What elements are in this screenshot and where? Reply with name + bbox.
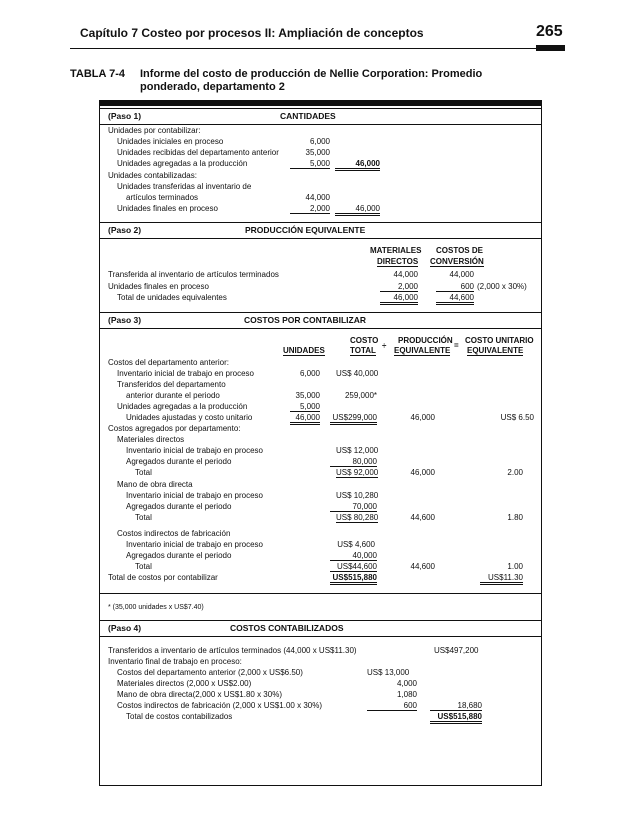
step1-row-text: Unidades por contabilizar:	[108, 126, 201, 135]
step3-units: 35,000	[295, 391, 320, 400]
step3-cost: US$ 4,600	[337, 540, 375, 549]
step4-amount: 18,680	[430, 701, 482, 711]
step3-unit-cost: US$ 6.50	[500, 413, 534, 422]
step1-value: 5,000	[290, 159, 330, 169]
step1-label: (Paso 1)	[108, 111, 142, 121]
step1-row-text: Unidades finales en proceso	[117, 204, 218, 213]
step2-value: 600	[436, 282, 474, 292]
step1-row-text: Unidades contabilizadas:	[108, 171, 197, 180]
step1-row-text: Unidades iniciales en proceso	[117, 137, 224, 146]
step2-value: 44,000	[449, 270, 474, 279]
step4-row-text: Costos del departamento anterior (2,000 x US$6.50)	[117, 668, 303, 677]
step3-row-text: Inventario inicial de trabajo en proceso	[126, 446, 263, 455]
step1-row-text: Unidades recibidas del departamento anterior	[117, 148, 279, 157]
step3-row-text: Transferidos del departamento	[117, 380, 226, 389]
step3-col-header: UNIDADES	[283, 346, 325, 355]
step1-value: 44,000	[305, 193, 330, 202]
step3-cost: US$ 10,280	[336, 491, 379, 500]
step3-cost: US$ 40,000	[336, 369, 379, 378]
step4-title: COSTOS CONTABILIZADOS	[230, 623, 344, 633]
step4-sub-amount: 1,080	[396, 690, 417, 699]
step3-row-text: Inventario inicial de trabajo en proceso	[126, 491, 263, 500]
step2-row-text: Unidades finales en proceso	[108, 282, 209, 291]
step3-unit-cost: 2.00	[507, 468, 523, 477]
table-bottom-rule	[99, 785, 542, 786]
step2-value: 44,000	[393, 270, 418, 279]
step3-units: 5,000	[290, 402, 320, 412]
step3-col-header: EQUIVALENTE	[394, 346, 451, 355]
step2-col-header: DIRECTOS	[377, 257, 419, 266]
step1-row-text: artículos terminados	[126, 193, 199, 202]
header-tab-mark	[536, 45, 565, 51]
step3-row-text: Inventario inicial de trabajo en proceso	[117, 369, 254, 378]
step3-row-text: Inventario inicial de trabajo en proceso	[126, 540, 263, 549]
step3-unit-cost: 1.80	[507, 513, 523, 522]
step3-equals-sign: =	[454, 341, 459, 350]
step3-footnote: * (35,000 unidades x US$7.40)	[108, 604, 204, 611]
step3-units: 6,000	[299, 369, 320, 378]
step3-row-text: Total	[135, 513, 152, 522]
step3-unit-cost: 1.00	[507, 562, 523, 571]
step4-row-text: Costos indirectos de fabricación (2,000 x US$1.00 x 30%)	[117, 701, 322, 710]
step2-row-text: Total de unidades equivalentes	[117, 293, 227, 302]
chapter-header: Capítulo 7 Costeo por procesos II: Ampliación de conceptos	[80, 26, 424, 40]
step1-title: CANTIDADES	[280, 111, 336, 121]
header-rule	[70, 48, 565, 49]
table-title: Informe del costo de producción de Nellie Corporation: Promedio ponderado, departamento 2	[140, 68, 483, 93]
step3-row-text: Total	[135, 562, 152, 571]
page-number: 265	[536, 23, 563, 40]
step4-grand-total: US$515,880	[430, 712, 482, 724]
step4-row-text: Materiales directos (2,000 x US$2.00)	[117, 679, 252, 688]
step3-row-text: anterior durante el periodo	[126, 391, 220, 400]
step3-label: (Paso 3)	[108, 315, 142, 325]
step3-equiv: 46,000	[410, 413, 435, 422]
step3-cost: US$299,000	[330, 413, 377, 425]
step3-units: 46,000	[290, 413, 320, 425]
step3-row-text: Costos indirectos de fabricación	[117, 529, 231, 538]
step3-unit-cost-total: US$11.30	[480, 573, 523, 585]
step3-cost: US$ 92,000	[336, 468, 379, 477]
step3-col-header: TOTAL	[350, 346, 376, 355]
step4-sub-amount: 600	[367, 701, 417, 711]
step1-value: 2,000	[290, 204, 330, 214]
step4-sub-amount: US$ 13,000	[367, 668, 410, 677]
step3-equiv: 46,000	[410, 468, 435, 477]
step3-row-text: Total de costos por contabilizar	[108, 573, 218, 582]
step1-row-text: Unidades agregadas a la producción	[117, 159, 248, 168]
table-top-bar	[99, 100, 542, 106]
step3-col-header: COSTO	[350, 336, 379, 345]
step3-row-text: Agregados durante el periodo	[126, 457, 232, 466]
step4-row-text: Inventario final de trabajo en proceso:	[108, 657, 242, 666]
step4-row-text: Total de costos contabilizados	[126, 712, 233, 721]
step3-row-text: Agregados durante el periodo	[126, 502, 232, 511]
step3-row-text: Total	[135, 468, 152, 477]
step3-col-header: PRODUCCIÓN	[398, 336, 453, 345]
step1-value: 35,000	[305, 148, 330, 157]
step2-row-text: Transferida al inventario de artículos terminados	[108, 270, 279, 279]
step3-cost: US$ 80,280	[336, 513, 379, 522]
step3-footer-rule	[99, 593, 542, 594]
step3-col-header: EQUIVALENTE	[467, 346, 524, 355]
step3-cost: US$ 12,000	[336, 446, 379, 455]
step3-row-text: Materiales directos	[117, 435, 185, 444]
step4-label: (Paso 4)	[108, 623, 142, 633]
step3-cost: US$44,600	[330, 562, 377, 572]
step3-divide-sign: ÷	[382, 341, 387, 350]
step3-equiv: 44,600	[410, 562, 435, 571]
step4-sub-amount: 4,000	[396, 679, 417, 688]
step1-total: 46,000	[335, 159, 380, 171]
step2-value: 2,000	[380, 282, 418, 292]
step3-cost: 259,000*	[344, 391, 377, 400]
step3-col-header: COSTO UNITARIO	[465, 336, 534, 345]
step4-row-text: Transferidos a inventario de artículos terminados (44,000 x US$11.30)	[108, 646, 357, 655]
step3-cost: 80,000	[330, 457, 377, 467]
step2-col-header: MATERIALES	[370, 246, 422, 255]
step3-row-text: Mano de obra directa	[117, 480, 193, 489]
step2-value: 46,000	[380, 293, 418, 305]
step3-row-text: Unidades ajustadas y costo unitario	[126, 413, 253, 422]
step3-row-text: Costos del departamento anterior:	[108, 358, 229, 367]
step1-value: 6,000	[309, 137, 330, 146]
step3-title: COSTOS POR CONTABILIZAR	[244, 315, 366, 325]
step2-value: 44,600	[436, 293, 474, 305]
step1-total: 46,000	[335, 204, 380, 216]
step2-label: (Paso 2)	[108, 225, 142, 235]
step3-row-text: Agregados durante el periodo	[126, 551, 232, 560]
step3-cost: 40,000	[330, 551, 377, 561]
step3-grand-total: US$515,880	[330, 573, 377, 585]
step2-col-header: COSTOS DE	[436, 246, 483, 255]
step3-row-text: Unidades agregadas a la producción	[117, 402, 248, 411]
step4-row-text: Mano de obra directa(2,000 x US$1.80 x 30%)	[117, 690, 282, 699]
step3-equiv: 44,600	[410, 513, 435, 522]
step2-title: PRODUCCIÓN EQUIVALENTE	[245, 225, 366, 235]
step4-amount: US$497,200	[434, 646, 479, 655]
step3-cost: 70,000	[330, 502, 377, 512]
step1-row-text: Unidades transferidas al inventario de	[117, 182, 252, 191]
table-label: TABLA 7-4	[70, 68, 125, 80]
step2-note: (2,000 x 30%)	[477, 282, 527, 291]
step3-row-text: Costos agregados por departamento:	[108, 424, 241, 433]
step2-col-header: CONVERSIÓN	[430, 257, 484, 266]
